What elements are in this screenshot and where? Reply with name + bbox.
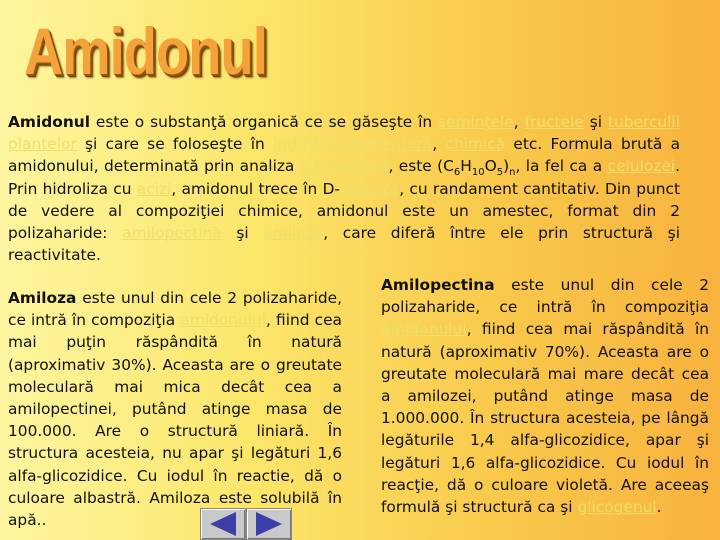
text: , la fel ca a xyxy=(515,157,608,176)
text: O xyxy=(484,157,497,176)
term-amiloza: Amiloza xyxy=(8,289,77,307)
text: H xyxy=(460,157,472,176)
text: şi xyxy=(583,113,608,131)
text: , fiind cea mai răspândită în natură (aproximativ 70%). Aceasta are o greutate moleculară mai mare decât cea a amilozei, putând atinge masa de 1.000.000. În structura acesteia, pe lângă legăturile 1,4 alfa-glicozidice, apar şi legături 1,6 alfa-glicozidice. Cu iodul în reacţie, dă o culoare violetă. Are aceeaş formulă şi structură ca şi xyxy=(381,320,709,517)
text: este unul din cele 2 polizaharide, ce intră în compoziţia xyxy=(381,276,709,317)
link-chimica[interactable]: chimică xyxy=(445,135,506,154)
intro-paragraph xyxy=(8,111,680,266)
link-glicogenul[interactable]: glicogenul xyxy=(577,498,657,517)
text: , amidonul trece în D- xyxy=(171,179,340,198)
text: . xyxy=(656,498,662,517)
link-elementara[interactable]: elementară xyxy=(299,157,389,176)
text: . Prin hidroliza cu xyxy=(8,157,680,198)
next-slide-button[interactable] xyxy=(246,508,292,540)
link-fructele[interactable]: fructele xyxy=(524,113,584,131)
link-amidonului[interactable]: amidonului xyxy=(180,311,267,330)
link-glucoza[interactable]: glucoza xyxy=(339,179,400,198)
text: , fiind cea mai puţin răspândită în natură (aproximativ 30%). Aceasta are o greutate moleculară mai mica decât cea a amilopectinei, putând atinge masa de 100.000. Are o structură liniară. În structura acesteia, nu apar şi legături 1,6 alfa-glicozidice. Cu iodul în reactie, dă o culoare albastră. Amiloza este solubilă în apă.. xyxy=(8,311,342,530)
subscript: n xyxy=(509,167,516,179)
link-amiloza[interactable]: amiloză xyxy=(263,224,324,243)
text: , este (C xyxy=(388,157,454,176)
term-amilopectina: Amilopectina xyxy=(381,276,495,294)
triangle-right-icon xyxy=(256,512,282,536)
text: , xyxy=(513,113,525,131)
text: este unul din cele 2 polizaharide, ce intră în compoziţia xyxy=(8,289,342,330)
subscript: 6 xyxy=(453,167,461,179)
text: şi xyxy=(221,224,264,243)
triangle-left-icon xyxy=(210,512,236,536)
link-tuberculii-plantelor[interactable]: tuberculii plantelor xyxy=(8,113,680,154)
previous-slide-button[interactable] xyxy=(200,508,246,540)
amiloza-paragraph xyxy=(8,287,342,531)
subscript: 5 xyxy=(496,167,504,179)
link-semintele[interactable]: seminţele xyxy=(438,113,514,131)
link-industria-alimentara[interactable]: industria alimentară xyxy=(273,135,433,154)
subscript: 10 xyxy=(471,167,485,179)
amilopectina-paragraph xyxy=(381,274,709,518)
text: , xyxy=(432,135,446,154)
text: şi care se foloseşte în xyxy=(76,135,273,154)
text: ) xyxy=(503,157,510,176)
link-celulozei[interactable]: celulozei xyxy=(607,157,676,176)
text: este o substanţă organică ce se găseşte în xyxy=(90,113,439,131)
text: etc. Formula brută a amidonului, determinată prin analiza xyxy=(8,135,680,176)
link-acizi[interactable]: acizi xyxy=(136,179,172,198)
term-amidonul: Amidonul xyxy=(8,113,91,131)
link-amidonului[interactable]: amidonului xyxy=(381,320,467,339)
text: , care diferă între ele prin structură şi reactivitate. xyxy=(8,224,680,265)
link-amilopectina[interactable]: amilopectină xyxy=(122,224,222,243)
page-title: Amidonul xyxy=(24,14,267,88)
text: , cu randament cantitativ. Din punct de vedere al compoziţiei chimice, amidonul este un amestec, format din 2 polizaharide: xyxy=(8,179,680,243)
